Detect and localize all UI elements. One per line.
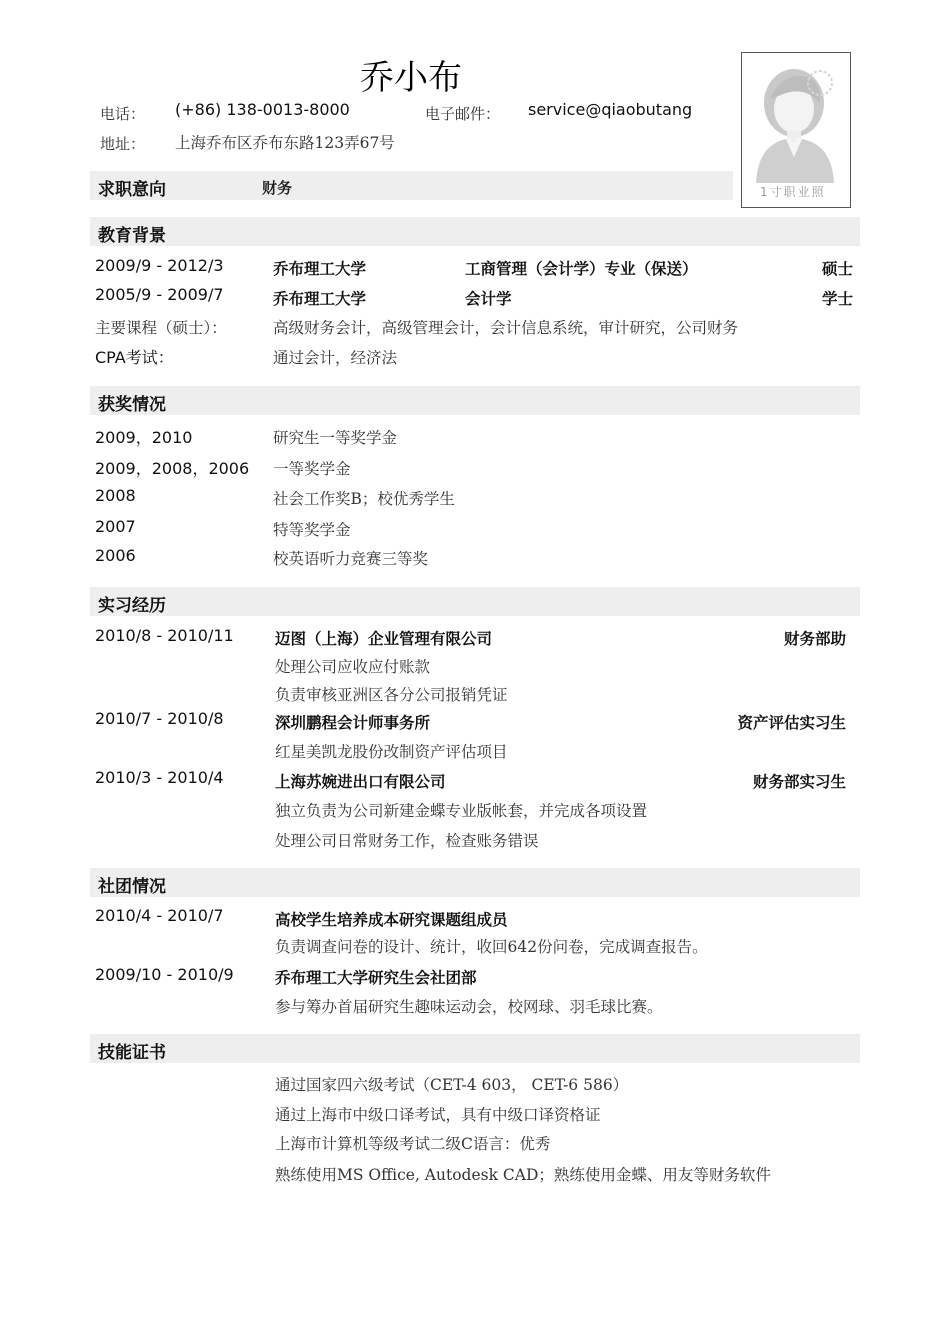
intern-company-1: 迈图（上海）企业管理有限公司	[275, 630, 493, 648]
club-date-2: 2009/10 - 2010/9	[95, 965, 234, 984]
award-year-3: 2008	[95, 486, 136, 505]
award-year-1: 2009，2010	[95, 428, 193, 447]
education-title: 教育背景	[98, 226, 166, 246]
intern-detail-3b: 处理公司日常财务工作，检查账务错误	[275, 832, 539, 850]
skills-title: 技能证书	[98, 1043, 166, 1063]
intern-detail-1b: 负责审核亚洲区各分公司报销凭证	[275, 686, 508, 704]
edu-date-2: 2005/9 - 2009/7	[95, 285, 224, 304]
skill-item-1: 通过国家四六级考试（CET-4 603， CET-6 586）	[275, 1076, 629, 1094]
award-year-5: 2006	[95, 546, 136, 565]
intern-detail-1a: 处理公司应收应付账款	[275, 658, 431, 676]
clubs-title: 社团情况	[98, 877, 166, 897]
education-band	[90, 217, 860, 246]
club-detail-2: 参与筹办首届研究生趣味运动会，校网球、羽毛球比赛。	[275, 998, 663, 1016]
club-detail-1: 负责调查问卷的设计、统计，收回642份问卷，完成调查报告。	[275, 938, 708, 956]
email-value[interactable]: service@qiaobutang	[528, 100, 693, 119]
email-label: 电子邮件：	[425, 105, 501, 123]
awards-title: 获奖情况	[98, 395, 166, 415]
award-name-5: 校英语听力竞赛三等奖	[273, 550, 429, 568]
profile-photo	[741, 52, 851, 208]
clubs-band	[90, 868, 860, 897]
skill-item-2: 通过上海市中级口译考试，具有中级口译资格证	[275, 1106, 601, 1124]
edu-school-2: 乔布理工大学	[273, 290, 367, 308]
edu-degree-1: 硕士	[822, 260, 854, 278]
intern-role-1: 财务部助	[783, 630, 846, 648]
photo-caption: 1寸职业照	[760, 185, 826, 199]
cpa-value: 通过会计，经济法	[273, 349, 398, 367]
intern-detail-2a: 红星美凯龙股份改制资产评估项目	[275, 743, 508, 761]
intern-date-3: 2010/3 - 2010/4	[95, 768, 224, 787]
awards-band	[90, 386, 860, 415]
phone-label: 电话：	[100, 105, 146, 123]
edu-degree-2: 学士	[822, 290, 854, 308]
resume-name: 乔小布	[360, 58, 462, 98]
intern-date-1: 2010/8 - 2010/11	[95, 626, 234, 645]
courses-label: 主要课程（硕士）：	[95, 319, 227, 337]
courses-value: 高级财务会计，高级管理会计，会计信息系统，审计研究，公司财务	[273, 319, 739, 337]
cpa-label: CPA考试：	[95, 348, 174, 367]
address-value: 上海乔布区乔布东路123弄67号	[175, 134, 395, 152]
skills-band	[90, 1034, 860, 1063]
intern-date-2: 2010/7 - 2010/8	[95, 709, 224, 728]
award-year-4: 2007	[95, 517, 136, 536]
award-year-2: 2009，2008，2006	[95, 459, 250, 478]
objective-band	[90, 171, 733, 200]
phone-value: (+86) 138-0013-8000	[175, 100, 350, 119]
skill-item-3: 上海市计算机等级考试二级C语言：优秀	[275, 1135, 551, 1153]
award-name-2: 一等奖学金	[273, 460, 351, 478]
edu-major-2: 会计学	[465, 290, 512, 308]
intern-detail-3a: 独立负责为公司新建金蝶专业版帐套，并完成各项设置	[275, 802, 648, 820]
intern-role-2: 资产评估实习生	[737, 714, 846, 732]
edu-school-1: 乔布理工大学	[273, 260, 367, 278]
intern-company-3: 上海苏婉进出口有限公司	[275, 773, 446, 791]
edu-date-1: 2009/9 - 2012/3	[95, 256, 224, 275]
address-label: 地址：	[100, 135, 146, 153]
internships-title: 实习经历	[98, 596, 166, 616]
award-name-4: 特等奖学金	[273, 521, 351, 539]
club-date-1: 2010/4 - 2010/7	[95, 906, 224, 925]
award-name-1: 研究生一等奖学金	[273, 429, 398, 447]
internships-band	[90, 587, 860, 616]
intern-company-2: 深圳鹏程会计师事务所	[275, 714, 431, 732]
edu-major-1: 工商管理（会计学）专业（保送）	[465, 260, 698, 278]
intern-role-3: 财务部实习生	[752, 773, 846, 791]
objective-title: 求职意向	[98, 180, 166, 200]
objective-value: 财务	[262, 179, 293, 197]
award-name-3: 社会工作奖B；校优秀学生	[273, 490, 455, 508]
skill-item-4: 熟练使用MS Office, Autodesk CAD；熟练使用金蝶、用友等财务软件	[275, 1166, 771, 1184]
club-org-2: 乔布理工大学研究生会社团部	[275, 969, 477, 987]
club-org-1: 高校学生培养成本研究课题组成员	[275, 911, 508, 929]
